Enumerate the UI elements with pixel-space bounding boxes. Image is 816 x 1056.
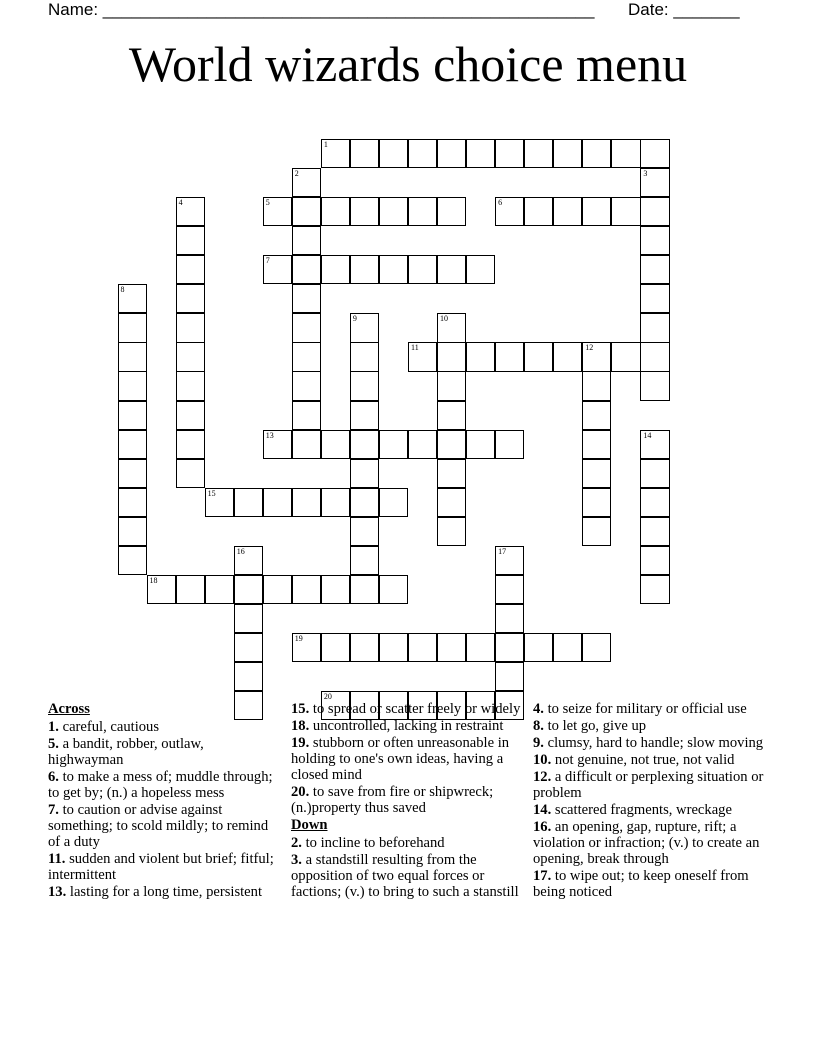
crossword-cell[interactable] (292, 226, 321, 255)
down-clue (533, 735, 765, 751)
crossword-cell[interactable] (524, 139, 553, 168)
crossword-cell[interactable] (495, 430, 524, 459)
crossword-cell[interactable] (118, 517, 147, 546)
crossword-cell[interactable] (408, 197, 437, 226)
crossword-cell[interactable] (292, 575, 321, 604)
crossword-cell[interactable] (118, 313, 147, 342)
cell-number: 19 (294, 633, 303, 643)
down-clue (533, 752, 765, 768)
crossword-cell[interactable] (582, 517, 611, 546)
crossword-cell[interactable] (582, 633, 611, 662)
cell-number: 8 (120, 285, 125, 295)
across-clue (291, 784, 523, 816)
across-clue (291, 701, 523, 717)
clue-number: 17. (533, 868, 552, 884)
clue-number: 20. (291, 784, 310, 800)
clue-text: lasting for a long time, persistent (66, 884, 263, 900)
crossword-cell[interactable] (350, 459, 379, 488)
crossword-cell[interactable] (495, 575, 524, 604)
crossword-cell[interactable] (611, 139, 640, 168)
crossword-cell[interactable] (437, 197, 466, 226)
crossword-cell[interactable] (118, 430, 147, 459)
crossword-cell[interactable] (234, 604, 263, 633)
crossword-cell[interactable] (437, 488, 466, 517)
clue-text: sudden and violent but brief; fitful; intermittent (48, 851, 274, 883)
crossword-cell[interactable] (292, 342, 321, 371)
crossword-cell[interactable] (466, 633, 495, 662)
crossword-cell[interactable] (611, 197, 640, 226)
crossword-cell[interactable] (379, 633, 408, 662)
crossword-cell[interactable] (582, 430, 611, 459)
crossword-cell[interactable] (640, 226, 669, 255)
crossword-cell[interactable] (147, 575, 176, 604)
across-clue (48, 884, 280, 900)
clue-text: an opening, gap, rupture, rift; a violation or infraction; (v.) to create an opening, break through (533, 819, 760, 867)
crossword-cell[interactable] (234, 488, 263, 517)
crossword-cell[interactable] (640, 342, 669, 371)
crossword-cell[interactable] (321, 139, 350, 168)
crossword-cell[interactable] (582, 401, 611, 430)
crossword-cell[interactable] (495, 139, 524, 168)
crossword-cell[interactable] (582, 342, 611, 371)
down-clue (291, 852, 523, 900)
crossword-cell[interactable] (437, 255, 466, 284)
crossword-cell[interactable] (379, 488, 408, 517)
crossword-cell[interactable] (292, 284, 321, 313)
clue-number: 4. (533, 701, 544, 717)
cell-number: 17 (498, 546, 507, 556)
crossword-cell[interactable] (408, 633, 437, 662)
crossword-cell[interactable] (321, 255, 350, 284)
crossword-cell[interactable] (350, 371, 379, 400)
crossword-cell[interactable] (350, 401, 379, 430)
crossword-cell[interactable] (379, 197, 408, 226)
crossword-cell[interactable] (118, 342, 147, 371)
crossword-cell[interactable] (118, 401, 147, 430)
crossword-cell[interactable] (118, 546, 147, 575)
clue-text: to incline to beforehand (301, 835, 445, 851)
crossword-cell[interactable] (176, 430, 205, 459)
across-clue (48, 719, 280, 735)
clue-number: 18. (291, 718, 310, 734)
clue-number: 10. (533, 752, 552, 768)
crossword-cell[interactable] (234, 633, 263, 662)
clue-text: stubborn or often unreasonable in holding to one's own ideas, having a closed mind (291, 735, 510, 783)
crossword-cell[interactable] (350, 488, 379, 517)
crossword-cell[interactable] (495, 662, 524, 691)
cell-number: 4 (178, 198, 183, 208)
crossword-cell[interactable] (466, 255, 495, 284)
crossword-cell[interactable] (553, 139, 582, 168)
clue-number: 8. (533, 718, 544, 734)
crossword-cell[interactable] (640, 197, 669, 226)
clue-number: 19. (291, 735, 310, 751)
cell-number: 7 (265, 256, 270, 266)
clue-text: to spread or scatter freely or widely (309, 701, 521, 717)
crossword-cell[interactable] (292, 401, 321, 430)
clue-number: 5. (48, 736, 59, 752)
clue-text: scattered fragments, wreckage (551, 802, 732, 818)
across-clue (48, 736, 280, 768)
crossword-cell[interactable] (321, 197, 350, 226)
crossword-cell[interactable] (118, 371, 147, 400)
down-heading: Down (291, 817, 328, 833)
clue-number: 13. (48, 884, 67, 900)
crossword-cell[interactable] (321, 633, 350, 662)
crossword-cell[interactable] (640, 488, 669, 517)
crossword-cell[interactable] (379, 430, 408, 459)
cell-number: 6 (498, 198, 503, 208)
crossword-cell[interactable] (495, 633, 524, 662)
crossword-cell[interactable] (495, 197, 524, 226)
crossword-cell[interactable] (466, 139, 495, 168)
across-clue (48, 802, 280, 850)
cell-number: 2 (294, 169, 299, 179)
puzzle-title: World wizards choice menu (128, 36, 688, 92)
crossword-cell[interactable] (582, 488, 611, 517)
clue-number: 14. (533, 802, 552, 818)
crossword-cell[interactable] (176, 226, 205, 255)
cell-number: 15 (207, 488, 216, 498)
crossword-cell[interactable] (640, 517, 669, 546)
crossword-cell[interactable] (524, 197, 553, 226)
crossword-cell[interactable] (263, 575, 292, 604)
crossword-cell[interactable] (495, 604, 524, 633)
down-clue (533, 802, 765, 818)
clue-text: clumsy, hard to handle; slow moving (543, 735, 764, 751)
crossword-cell[interactable] (321, 575, 350, 604)
crossword-cell[interactable] (437, 313, 466, 342)
crossword-cell[interactable] (466, 342, 495, 371)
crossword-cell[interactable] (234, 546, 263, 575)
cell-number: 20 (323, 692, 332, 701)
crossword-cell[interactable] (582, 197, 611, 226)
cell-number: 1 (323, 140, 328, 150)
cell-number: 13 (265, 430, 274, 440)
crossword-cell[interactable] (321, 488, 350, 517)
crossword-cell[interactable] (176, 255, 205, 284)
clue-text: careful, cautious (58, 719, 160, 735)
crossword-cell[interactable] (350, 255, 379, 284)
down-clue (533, 701, 765, 717)
crossword-cell[interactable] (640, 371, 669, 400)
crossword-cell[interactable] (611, 342, 640, 371)
crossword-cell[interactable] (379, 575, 408, 604)
crossword-cell[interactable] (292, 255, 321, 284)
crossword-cell[interactable] (408, 342, 437, 371)
clue-number: 15. (291, 701, 310, 717)
cell-number: 9 (352, 314, 357, 324)
crossword-cell[interactable] (640, 313, 669, 342)
clues-column-3 (533, 701, 765, 901)
across-clue (48, 769, 280, 801)
clue-text: to caution or advise against something; to scold mildly; to remind of a duty (48, 802, 269, 850)
cell-number: 3 (643, 169, 648, 179)
clue-number: 1. (48, 719, 59, 735)
crossword-cell[interactable] (292, 633, 321, 662)
crossword-cell[interactable] (640, 284, 669, 313)
down-clue (533, 819, 765, 867)
across-clue (291, 735, 523, 783)
clue-text: not genuine, not true, not valid (551, 752, 735, 768)
clue-number: 12. (533, 769, 552, 785)
crossword-cell[interactable] (553, 197, 582, 226)
crossword-cell[interactable] (466, 430, 495, 459)
crossword-cell[interactable] (350, 546, 379, 575)
crossword-cell[interactable] (495, 342, 524, 371)
clue-number: 3. (291, 852, 302, 868)
crossword-cell[interactable] (437, 430, 466, 459)
crossword-cell[interactable] (640, 459, 669, 488)
crossword-cell[interactable] (640, 546, 669, 575)
crossword-cell[interactable] (205, 488, 234, 517)
crossword-cell[interactable] (176, 401, 205, 430)
clue-text: a standstill resulting from the opposition of two equal forces or factions; (v.) to bring to such a stanstill (291, 852, 519, 900)
crossword-cell[interactable] (176, 313, 205, 342)
crossword-cell[interactable] (292, 313, 321, 342)
across-heading: Across (48, 701, 90, 717)
crossword-cell[interactable] (176, 197, 205, 226)
crossword-cell[interactable] (205, 575, 234, 604)
across-clue (291, 718, 523, 734)
crossword-cell[interactable] (234, 575, 263, 604)
crossword-cell[interactable] (437, 517, 466, 546)
clue-text: a bandit, robber, outlaw, highwayman (48, 736, 204, 768)
crossword-cell[interactable] (408, 139, 437, 168)
crossword-cell[interactable] (640, 430, 669, 459)
down-clue (533, 868, 765, 900)
crossword-cell[interactable] (176, 459, 205, 488)
cell-number: 14 (643, 430, 652, 440)
crossword-cell[interactable] (350, 575, 379, 604)
clue-number: 2. (291, 835, 302, 851)
crossword-cell[interactable] (176, 371, 205, 400)
crossword-cell[interactable] (118, 284, 147, 313)
crossword-cell[interactable] (118, 488, 147, 517)
date-field-label: Date: _______ (628, 0, 740, 19)
crossword-cell[interactable] (292, 430, 321, 459)
crossword-cell[interactable] (263, 488, 292, 517)
cell-number: 16 (236, 546, 245, 556)
name-field-label: Name: ____________________________________________________ (48, 0, 595, 19)
crossword-cell[interactable] (408, 255, 437, 284)
clue-text: to let go, give up (543, 718, 647, 734)
crossword-cell[interactable] (495, 546, 524, 575)
crossword-cell[interactable] (234, 662, 263, 691)
crossword-cell[interactable] (350, 430, 379, 459)
crossword-cell[interactable] (176, 575, 205, 604)
clue-number: 16. (533, 819, 552, 835)
crossword-cell[interactable] (292, 168, 321, 197)
crossword-cell[interactable] (263, 255, 292, 284)
clue-text: to wipe out; to keep oneself from being noticed (533, 868, 749, 900)
clue-text: to seize for military or official use (543, 701, 747, 717)
crossword-cell[interactable] (321, 430, 350, 459)
crossword-cell[interactable] (582, 371, 611, 400)
crossword-cell[interactable] (350, 517, 379, 546)
crossword-cell[interactable] (553, 342, 582, 371)
clue-text: to make a mess of; muddle through; to get by; (n.) a hopeless mess (48, 769, 273, 801)
crossword-cell[interactable] (437, 342, 466, 371)
crossword-cell[interactable] (553, 633, 582, 662)
crossword-cell[interactable] (350, 313, 379, 342)
cell-number: 10 (440, 314, 449, 324)
cell-number: 12 (585, 343, 594, 353)
crossword-cell[interactable] (350, 139, 379, 168)
crossword-cell[interactable] (176, 284, 205, 313)
crossword-cell[interactable] (582, 459, 611, 488)
crossword-cell[interactable] (437, 633, 466, 662)
crossword-cell[interactable] (524, 342, 553, 371)
crossword-cell[interactable] (437, 401, 466, 430)
crossword-cell[interactable] (640, 168, 669, 197)
clue-text: uncontrolled, lacking in restraint (309, 718, 504, 734)
cell-number: 18 (149, 575, 158, 585)
crossword-cell[interactable] (524, 633, 553, 662)
crossword-cell[interactable] (350, 633, 379, 662)
clue-number: 7. (48, 802, 59, 818)
crossword-cell[interactable] (408, 430, 437, 459)
clue-number: 11. (48, 851, 66, 867)
cell-number: 5 (265, 198, 270, 208)
crossword-cell[interactable] (437, 459, 466, 488)
clue-number: 9. (533, 735, 544, 751)
down-clue (533, 718, 765, 734)
crossword-cell[interactable] (350, 342, 379, 371)
across-clue (48, 851, 280, 883)
crossword-cell[interactable] (263, 197, 292, 226)
crossword-cell[interactable] (379, 255, 408, 284)
clues-column-1 (48, 701, 280, 901)
crossword-cell[interactable] (292, 371, 321, 400)
crossword-cell[interactable] (379, 139, 408, 168)
crossword-cell[interactable] (582, 139, 611, 168)
crossword-cell[interactable] (176, 342, 205, 371)
clue-number: 6. (48, 769, 59, 785)
down-clue (533, 769, 765, 801)
down-clue (291, 835, 523, 851)
clue-text: a difficult or perplexing situation or problem (533, 769, 764, 801)
cell-number: 11 (411, 343, 419, 353)
crossword-cell[interactable] (292, 488, 321, 517)
crossword-cell[interactable] (118, 459, 147, 488)
crossword-cell[interactable] (640, 575, 669, 604)
crossword-cell[interactable] (292, 197, 321, 226)
clues-column-2 (291, 701, 523, 901)
crossword-cell[interactable] (437, 139, 466, 168)
crossword-cell[interactable] (437, 371, 466, 400)
crossword-cell[interactable] (263, 430, 292, 459)
crossword-cell[interactable] (640, 255, 669, 284)
crossword-cell[interactable] (350, 197, 379, 226)
clue-text: to save from fire or shipwreck; (n.)property thus saved (291, 784, 494, 816)
crossword-cell[interactable] (640, 139, 669, 168)
